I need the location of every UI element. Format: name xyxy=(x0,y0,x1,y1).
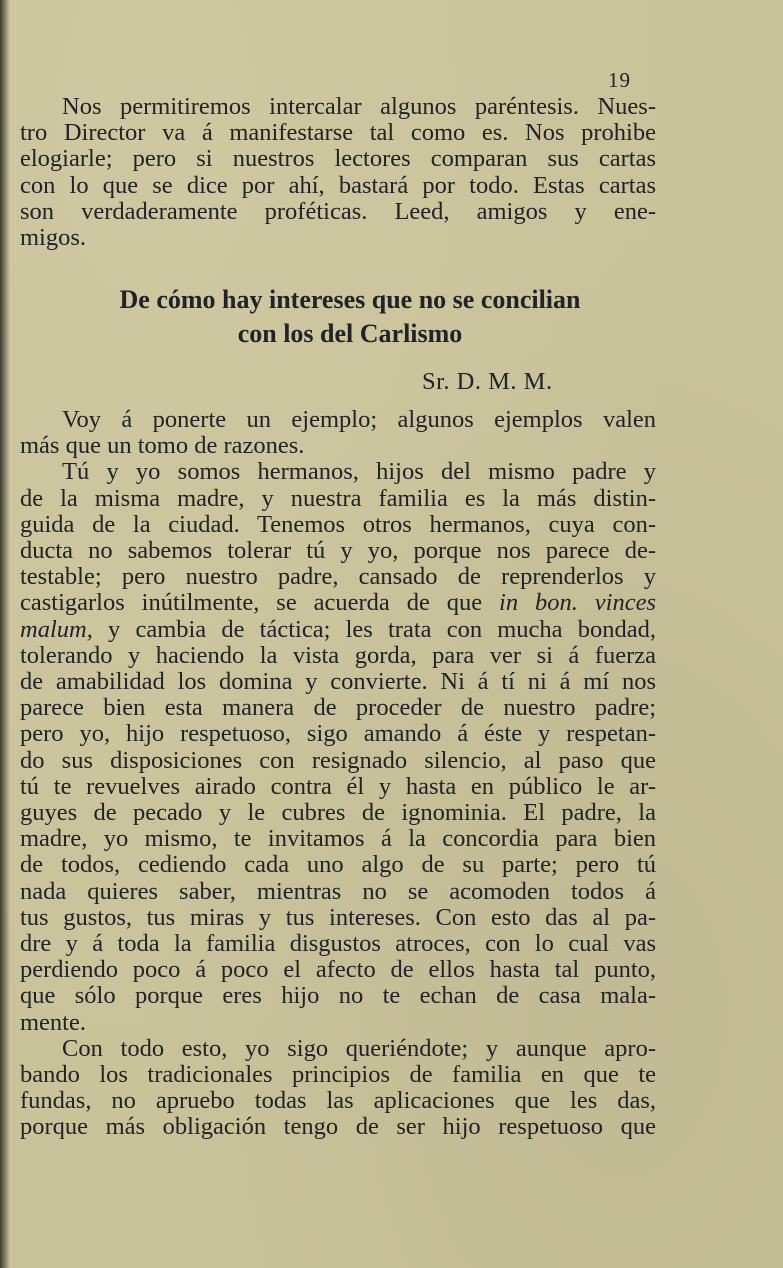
text-line: de todos, cediendo cada uno algo de su parte; pero tú xyxy=(20,851,656,879)
text-line: tus gustos, tus miras y tus intereses. Con esto das al pa- xyxy=(20,903,656,931)
text-line: tro Director va á manifestarse tal como es. Nos prohibe xyxy=(20,119,656,147)
text-line: fundas, no apruebo todas las aplicaciones que les das, xyxy=(20,1087,656,1115)
text-line: dre y á toda la familia disgustos atroces, con lo cual vas xyxy=(20,930,656,958)
text-line: más que un tomo de razones. xyxy=(20,432,305,460)
page-edge-shadow xyxy=(0,0,10,1268)
text-segment: castigarlos inútilmente, se acuerda de que xyxy=(20,589,483,617)
text-line: guida de la ciudad. Tenemos otros hermanos, cuya con- xyxy=(20,510,656,538)
text-line: testable; pero nuestro padre, cansado de reprenderlos y xyxy=(20,563,656,591)
heading-line: con los del Carlismo xyxy=(237,319,463,348)
text-line: migos. xyxy=(20,224,87,252)
editorial-note xyxy=(20,94,656,251)
text-line: con lo que se dice por ahí, bastará por todo. Estas cartas xyxy=(20,171,656,199)
text-line: que sólo porque eres hijo no te echan de casa mala- xyxy=(20,982,656,1010)
text-line: perdiendo poco á poco el afecto de ellos hasta tal punto, xyxy=(20,956,656,984)
text-line: mente. xyxy=(20,1008,86,1036)
text-line: de la misma madre, y nuestra familia es la más distin- xyxy=(20,484,656,512)
latin-phrase: in bon. vinces xyxy=(499,589,656,617)
text-line: Nos permitiremos intercalar algunos paréntesis. Nues- xyxy=(62,93,656,120)
text-line xyxy=(20,590,656,616)
article-heading xyxy=(20,283,680,351)
text-line: do sus disposiciones con resignado silencio, al paso que xyxy=(20,746,656,774)
text-line: tú te revuelves airado contra él y hasta en público le ar- xyxy=(20,772,656,800)
letter-body xyxy=(20,407,656,1141)
text-line: Voy á ponerte un ejemplo; algunos ejemplos valen xyxy=(62,406,656,433)
text-line: son verdaderamente proféticas. Leed, amigos y ene- xyxy=(20,197,656,225)
text-line: Con todo esto, yo sigo queriéndote; y aunque apro- xyxy=(62,1034,656,1062)
text-line: tolerando y haciendo la vista gorda, para ver si á fuerza xyxy=(20,641,656,669)
text-segment: y cambia de táctica; les trata con mucha bondad, xyxy=(92,615,656,643)
heading-line: De cómo hay intereses que no se concilian xyxy=(119,285,581,314)
text-line xyxy=(20,617,656,643)
text-line: parece bien esta manera de proceder de nuestro padre; xyxy=(20,694,656,722)
text-line: elogiarle; pero si nuestros lectores comparan sus cartas xyxy=(20,145,656,173)
text-line: de amabilidad los domina y convierte. Ni á tí ni á mí nos xyxy=(20,668,656,696)
text-line: porque más obligación tengo de ser hijo respetuoso que xyxy=(20,1113,656,1141)
text-line: ducta no sabemos tolerar tú y yo, porque nos parece de- xyxy=(20,537,656,565)
text-line: Tú y yo somos hermanos, hijos del mismo padre y xyxy=(62,458,656,486)
text-line: pero yo, hijo respetuoso, sigo amando á éste y respetan- xyxy=(20,720,656,748)
text-line: guyes de pecado y le cubres de ignominia. El padre, la xyxy=(20,799,656,827)
text-line: nada quieres saber, mientras no se acomoden todos á xyxy=(20,877,656,905)
text-line: madre, yo mismo, te invitamos á la concordia para bien xyxy=(20,825,656,853)
latin-phrase: malum, xyxy=(20,615,93,643)
text-line: bando los tradicionales principios de familia en que te xyxy=(20,1061,656,1089)
salutation: Sr. D. M. M. xyxy=(422,368,553,395)
page-number: 19 xyxy=(608,68,631,92)
